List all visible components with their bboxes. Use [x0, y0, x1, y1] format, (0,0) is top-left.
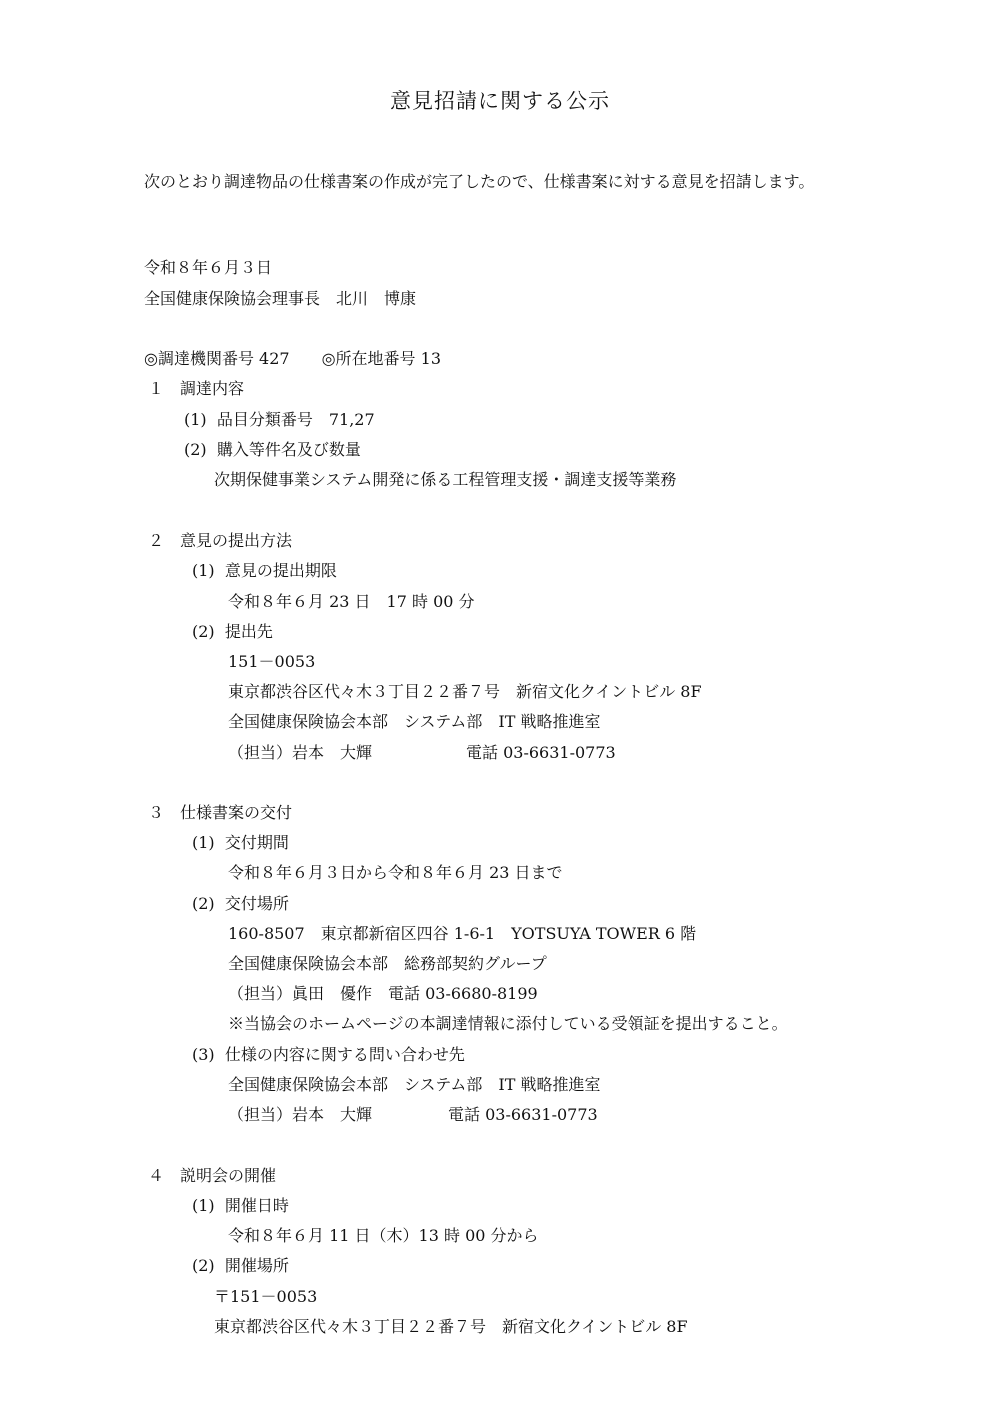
section-2-contact-name: （担当）岩本 大輝 — [228, 743, 373, 762]
section-3-item-3: (3) 仕様の内容に関する問い合わせ先 — [192, 1045, 465, 1064]
section-3-inquiry-phone: 電話 03-6631-0773 — [448, 1105, 598, 1124]
issuer: 全国健康保険協会理事長 北川 博康 — [144, 289, 417, 308]
section-3-address: 160-8507 東京都新宿区四谷 1-6-1 YOTSUYA TOWER 6 階 — [228, 924, 697, 943]
notice-date: 令和８年６月３日 — [144, 258, 273, 277]
section-3-item-2: (2) 交付場所 — [192, 894, 289, 913]
section-1-item-2: (2) 購入等件名及び数量 — [184, 440, 361, 459]
section-3-item-1: (1) 交付期間 — [192, 833, 289, 852]
section-2-heading: ２ 意見の提出方法 — [148, 531, 293, 550]
section-4-datetime: 令和８年６月 11 日（木）13 時 00 分から — [228, 1226, 539, 1245]
section-3-heading: ３ 仕様書案の交付 — [148, 803, 293, 822]
document-title: 意見招請に関する公示 — [390, 89, 610, 113]
section-1-item-2-value: 次期保健事業システム開発に係る工程管理支援・調達支援等業務 — [214, 470, 677, 489]
section-2-office: 全国健康保険協会本部 システム部 IT 戦略推進室 — [228, 712, 601, 731]
section-1-heading: １ 調達内容 — [148, 379, 245, 398]
section-2-deadline: 令和８年６月 23 日 17 時 00 分 — [228, 592, 475, 611]
section-2-postal: 151－0053 — [228, 652, 316, 671]
section-3-note: ※当協会のホームページの本調達情報に添付している受領証を提出すること。 — [228, 1014, 788, 1033]
section-1-item-1: (1) 品目分類番号 71,27 — [184, 410, 375, 429]
section-4-address: 東京都渋谷区代々木３丁目２２番７号 新宿文化クイントビル 8F — [214, 1317, 688, 1336]
section-4-item-2: (2) 開催場所 — [192, 1256, 289, 1275]
procurement-codes: ◎調達機関番号 427 ◎所在地番号 13 — [144, 349, 441, 368]
section-2-address: 東京都渋谷区代々木３丁目２２番７号 新宿文化クイントビル 8F — [228, 682, 702, 701]
section-3-office: 全国健康保険協会本部 総務部契約グループ — [228, 954, 547, 973]
section-3-period: 令和８年６月３日から令和８年６月 23 日まで — [228, 863, 563, 882]
section-3-contact: （担当）眞田 優作 電話 03-6680-8199 — [228, 984, 538, 1003]
section-2-item-1: (1) 意見の提出期限 — [192, 561, 337, 580]
intro-paragraph: 次のとおり調達物品の仕様書案の作成が完了したので、仕様書案に対する意見を招請します。 — [144, 172, 815, 191]
section-3-inquiry-name: （担当）岩本 大輝 — [228, 1105, 373, 1124]
section-3-inquiry-office: 全国健康保険協会本部 システム部 IT 戦略推進室 — [228, 1075, 601, 1094]
section-4-heading: ４ 説明会の開催 — [148, 1166, 277, 1185]
section-2-contact-phone: 電話 03-6631-0773 — [466, 743, 616, 762]
section-2-item-2: (2) 提出先 — [192, 622, 273, 641]
section-4-item-1: (1) 開催日時 — [192, 1196, 289, 1215]
section-4-postal: 〒151－0053 — [214, 1287, 318, 1306]
